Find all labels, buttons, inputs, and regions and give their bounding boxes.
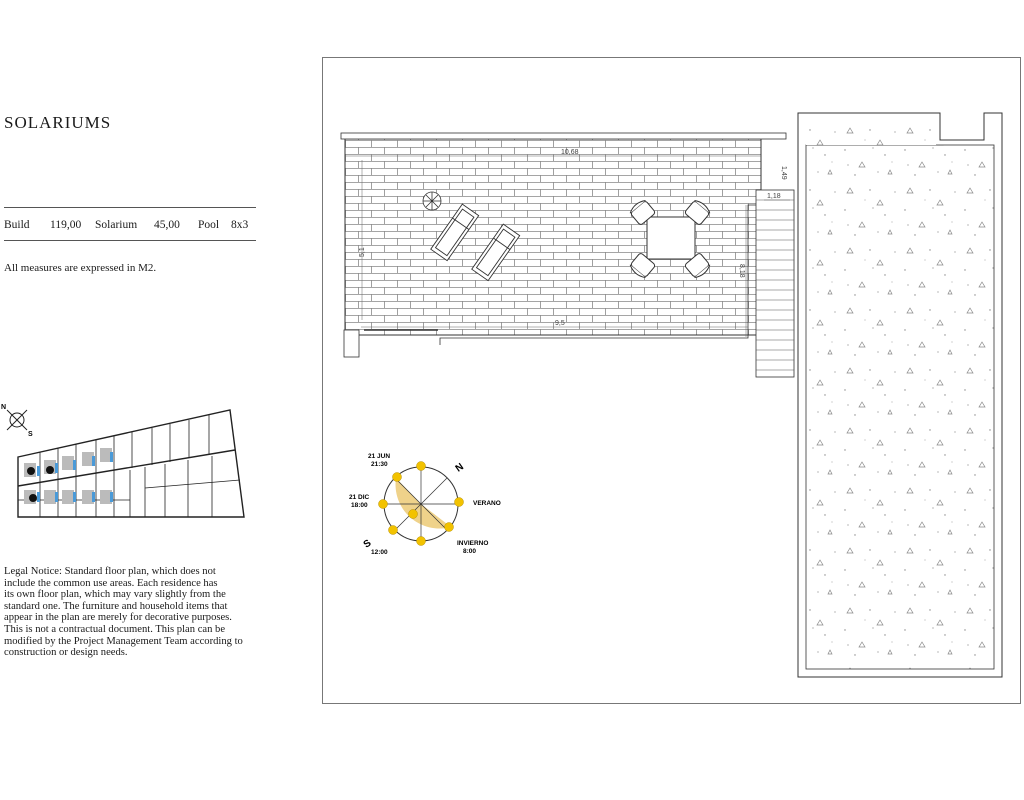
legal-line: appear in the plan are merely for decorative purposes. [4, 612, 232, 624]
dim-top-right: 1,49 [780, 166, 787, 180]
build-value: 119,00 [50, 219, 82, 231]
solarium-label: Solarium [95, 219, 138, 231]
pool-value: 8x3 [231, 219, 249, 231]
legal-line: This is not a contractual document. This plan can be [4, 623, 226, 635]
legal-line: construction or design needs. [4, 647, 128, 659]
dim-top-width: 10,68 [561, 149, 579, 156]
compass-small-icon [7, 410, 27, 430]
dim-stair-length: 8,18 [738, 264, 745, 278]
verano-label: VERANO [473, 500, 501, 507]
terrace-floor [345, 139, 761, 335]
pool-top-surface [806, 118, 936, 145]
divider [4, 207, 256, 208]
legal-line: standard one. The furniture and household items that [4, 600, 228, 612]
pool-surface [806, 145, 994, 669]
summer-date: 21 JUN [368, 453, 391, 460]
legal-line: its own floor plan, which may vary slightly from the [4, 589, 226, 601]
stats-row [4, 219, 256, 231]
legal-line: modified by the Project Management Team according to [4, 635, 243, 647]
divider [4, 240, 256, 241]
dim-left-height: 5,1 [359, 247, 366, 257]
dim-stair-width: 1,18 [767, 193, 781, 200]
compass-s-label: S [28, 431, 33, 438]
legal-line: Legal Notice: Standard floor plan, which does not [4, 566, 216, 577]
compass-n-label: N [1, 404, 7, 411]
north-label: N [453, 461, 466, 475]
staircase [756, 190, 794, 377]
south-time: 12:00 [371, 549, 388, 556]
page-title: SOLARIUMS [4, 113, 112, 132]
winter-time: 18:00 [351, 502, 368, 509]
solarium-value: 45,00 [154, 219, 180, 231]
legal-line: include the common use areas. Each residence has [4, 577, 218, 589]
build-label: Build [4, 219, 30, 231]
invierno-time: 8:00 [463, 548, 477, 555]
parapet-post [344, 330, 359, 357]
site-key-plan [0, 395, 250, 525]
invierno-label: INVIERNO [457, 540, 489, 547]
summer-time: 21:30 [371, 461, 388, 468]
winter-date: 21 DIC [349, 494, 370, 501]
dim-bottom-width: 9,5 [555, 320, 565, 327]
measures-note: All measures are expressed in M2. [4, 262, 157, 274]
legal-notice [4, 566, 294, 659]
parasol-icon [423, 192, 441, 210]
south-label: S [361, 537, 374, 551]
solarium-floor-plan [322, 57, 1021, 704]
pool-label: Pool [198, 219, 220, 231]
parapet-top [341, 133, 786, 139]
